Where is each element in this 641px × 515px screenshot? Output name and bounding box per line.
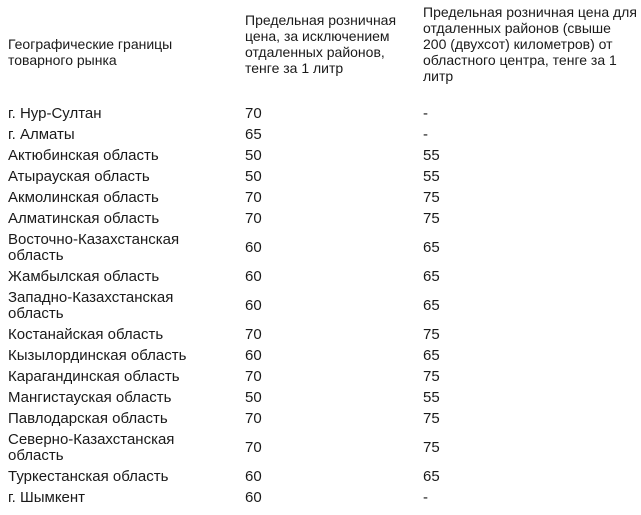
remote-price-cell: - (423, 126, 428, 143)
region-cell: Жамбылская область (8, 268, 160, 285)
price-cell: 65 (245, 126, 262, 143)
region-cell: г. Шымкент (8, 489, 86, 506)
remote-price-cell: - (423, 489, 428, 506)
remote-price-cell: 75 (423, 189, 440, 206)
price-cell: 50 (245, 147, 262, 164)
table-row (0, 388, 641, 409)
price-cell: 60 (245, 468, 262, 485)
remote-price-cell: 75 (423, 210, 440, 227)
header-row (0, 0, 641, 104)
price-cell: 70 (245, 439, 262, 456)
table-row (0, 367, 641, 388)
header-remote-price: Предельная розничная цена для отдаленных районов (свыше 200 (двухсот) километров) от областного центра, тенге за 1 литр (423, 4, 637, 84)
table-row (0, 167, 641, 188)
table-body (0, 104, 641, 509)
region-cell: г. Алматы (8, 126, 75, 143)
region-cell: Павлодарская область (8, 410, 168, 427)
header-region: Географические границы товарного рынка (8, 36, 173, 68)
remote-price-cell: 75 (423, 368, 440, 385)
price-cell: 70 (245, 105, 262, 122)
table-row (0, 325, 641, 346)
table-row (0, 267, 641, 288)
region-cell: Западно-Казахстанская область (8, 289, 174, 322)
table-row (0, 104, 641, 125)
remote-price-cell: - (423, 105, 428, 122)
price-cell: 60 (245, 347, 262, 364)
price-cell: 60 (245, 489, 262, 506)
region-cell: Мангистауская область (8, 389, 172, 406)
remote-price-cell: 75 (423, 439, 440, 456)
remote-price-cell: 65 (423, 347, 440, 364)
region-cell: г. Нур-Султан (8, 105, 102, 122)
region-cell: Северно-Казахстанская область (8, 431, 175, 464)
table-row (0, 146, 641, 167)
table-row (0, 346, 641, 367)
price-cell: 50 (245, 168, 262, 185)
remote-price-cell: 65 (423, 468, 440, 485)
table-row (0, 288, 641, 325)
table-row (0, 409, 641, 430)
table-row (0, 430, 641, 467)
table-row (0, 488, 641, 509)
header-price: Предельная розничная цена, за исключением отдаленных районов, тенге за 1 литр (245, 12, 397, 76)
remote-price-cell: 55 (423, 147, 440, 164)
remote-price-cell: 65 (423, 297, 440, 314)
remote-price-cell: 65 (423, 239, 440, 256)
table-row (0, 230, 641, 267)
price-cell: 70 (245, 189, 262, 206)
price-cell: 70 (245, 368, 262, 385)
remote-price-cell: 75 (423, 410, 440, 427)
region-cell: Атырауская область (8, 168, 150, 185)
price-cell: 70 (245, 210, 262, 227)
table-row (0, 209, 641, 230)
price-cell: 50 (245, 389, 262, 406)
remote-price-cell: 55 (423, 389, 440, 406)
price-cell: 60 (245, 268, 262, 285)
price-cell: 60 (245, 239, 262, 256)
table-row (0, 125, 641, 146)
price-cell: 70 (245, 326, 262, 343)
remote-price-cell: 65 (423, 268, 440, 285)
region-cell: Костанайская область (8, 326, 164, 343)
remote-price-cell: 55 (423, 168, 440, 185)
table-header (0, 0, 641, 104)
region-cell: Кызылординская область (8, 347, 187, 364)
remote-price-cell: 75 (423, 326, 440, 343)
region-cell: Восточно-Казахстанская область (8, 231, 180, 264)
table-row (0, 467, 641, 488)
table-row (0, 188, 641, 209)
price-cell: 70 (245, 410, 262, 427)
region-cell: Алматинская область (8, 210, 160, 227)
region-cell: Туркестанская область (8, 468, 169, 485)
price-cell: 60 (245, 297, 262, 314)
region-cell: Актюбинская область (8, 147, 159, 164)
region-cell: Карагандинская область (8, 368, 180, 385)
region-cell: Акмолинская область (8, 189, 159, 206)
